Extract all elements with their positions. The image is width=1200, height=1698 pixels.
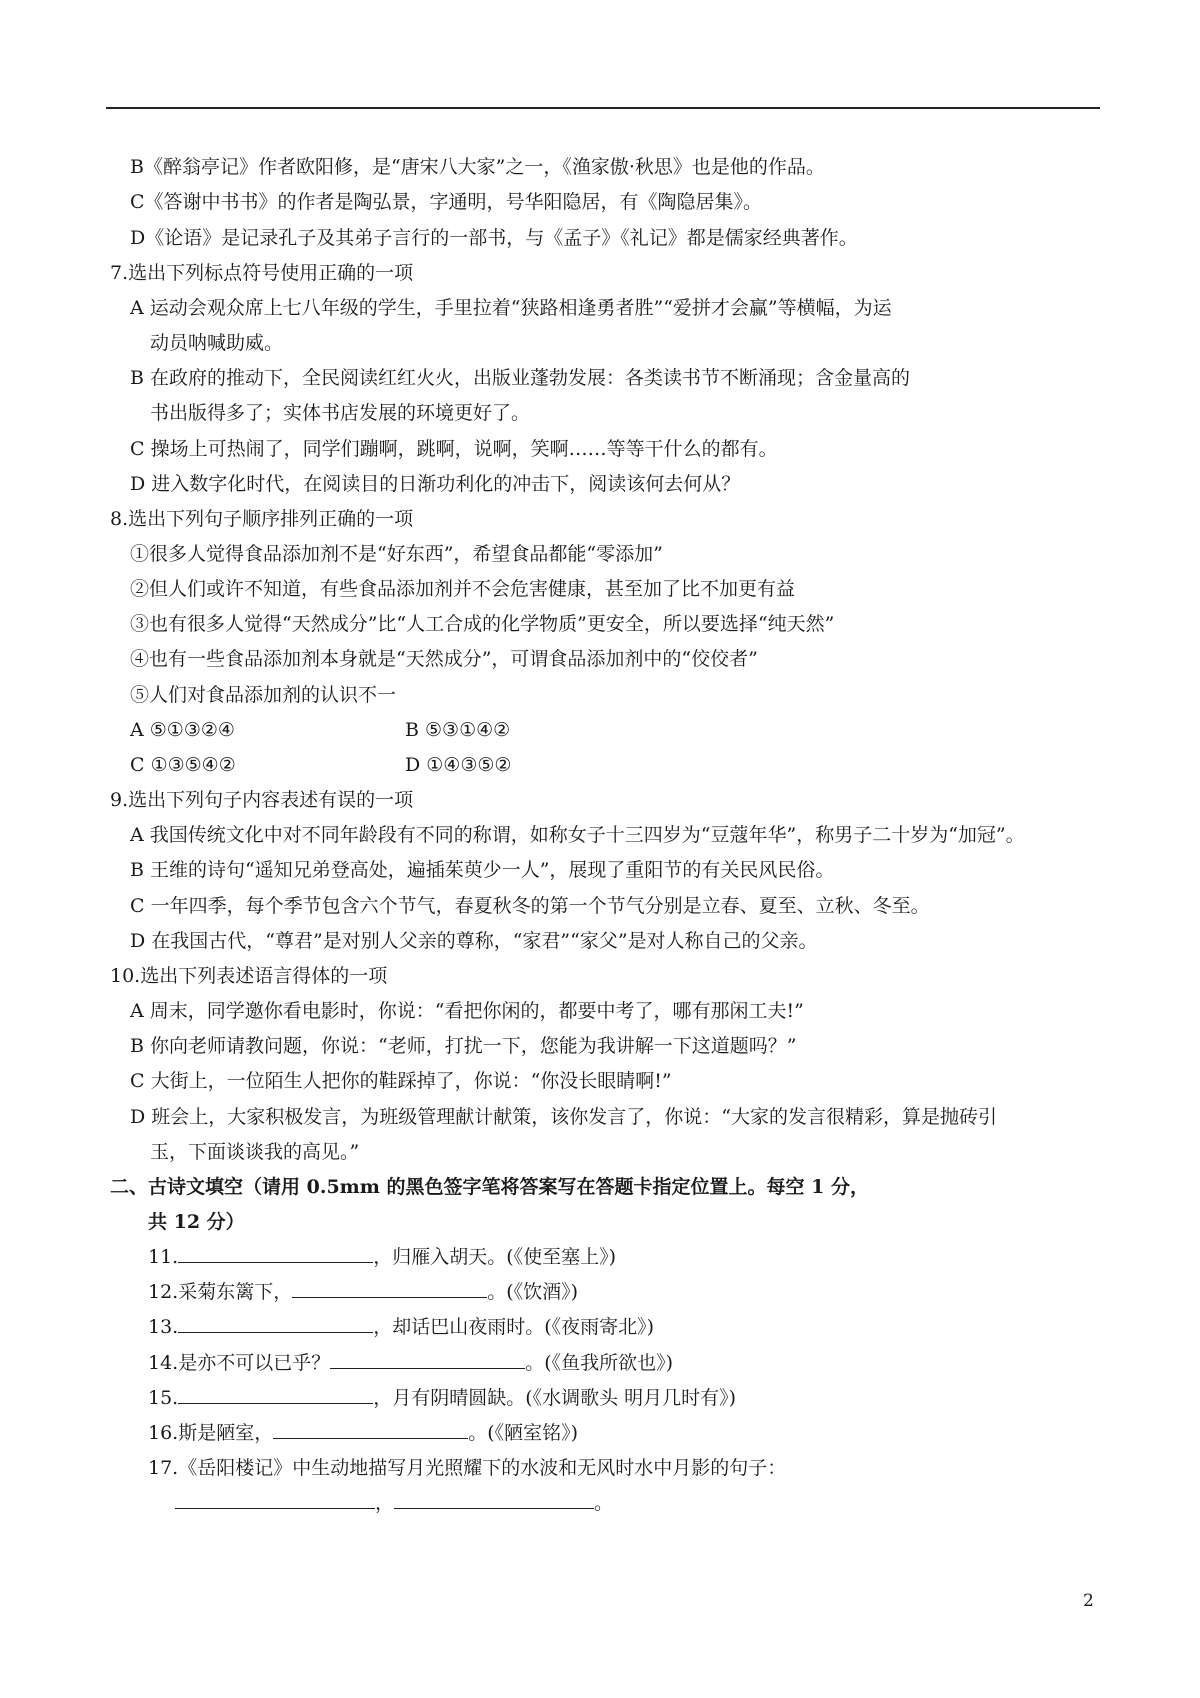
- answer-blank[interactable]: [175, 1490, 375, 1509]
- fill-prefix: 15.: [148, 1387, 179, 1409]
- fill-prefix: 14.是亦不可以已乎？: [148, 1352, 331, 1374]
- q9-option-d: D 在我国古代，“尊君”是对别人父亲的尊称，“家君”“家父”是对人称自己的父亲。: [130, 930, 818, 952]
- q7-option-b: B 在政府的推动下，全民阅读红红火火，出版业蓬勃发展：各类读书节不断涌现；含金量高的: [130, 367, 911, 389]
- answer-blank[interactable]: [178, 1244, 373, 1263]
- q8-option-d: D ①④③⑤②: [405, 754, 512, 776]
- fill-item-14: [148, 1350, 673, 1376]
- fill-item-15: [148, 1385, 736, 1411]
- fill-prefix: 13.: [148, 1316, 179, 1338]
- q9-option-b: B 王维的诗句“遥知兄弟登高处，遍插茱萸少一人”，展现了重阳节的有关民风民俗。: [130, 859, 835, 881]
- fill-item-12: [148, 1279, 578, 1305]
- answer-blank[interactable]: [394, 1490, 594, 1509]
- q10-option-c: C 大街上，一位陌生人把你的鞋踩掉了，你说：“你没长眼睛啊!”: [130, 1070, 672, 1092]
- fill-suffix: 。(《饮酒》): [487, 1281, 579, 1303]
- q8-option-c: C ①③⑤④②: [130, 754, 236, 776]
- q7-option-d: D 进入数字化时代，在阅读目的日渐功利化的冲击下，阅读该何去何从？: [130, 473, 741, 495]
- fill-item-13: [148, 1314, 654, 1340]
- q8-option-b: B ⑤③①④②: [405, 719, 511, 741]
- fill-prefix: 12.采菊东篱下，: [148, 1281, 293, 1303]
- answer-blank[interactable]: [178, 1314, 373, 1333]
- answer-blank[interactable]: [330, 1350, 525, 1369]
- fill-suffix: ，却话巴山夜雨时。(《夜雨寄北》): [373, 1316, 655, 1338]
- q7-option-a-cont: 动员呐喊助威。: [150, 332, 284, 354]
- q7-option-c: C 操场上可热闹了，同学们蹦啊，跳啊，说啊，笑啊……等等干什么的都有。: [130, 438, 778, 460]
- q7-option-a: A 运动会观众席上七八年级的学生，手里拉着“狭路相逢勇者胜”“爱拼才会赢”等横幅，为运: [130, 297, 892, 319]
- section-heading-cont: 共 12 分）: [148, 1211, 245, 1233]
- q8-sentence-5: ⑤人们对食品添加剂的认识不一: [130, 684, 397, 706]
- fill-suffix: 。(《陋室铭》): [468, 1422, 579, 1444]
- answer-blank[interactable]: [292, 1279, 487, 1298]
- q6-option-c: C《答谢中书书》的作者是陶弘景，字通明，号华阳隐居，有《陶隐居集》。: [130, 191, 763, 213]
- fill-prefix: 11.: [148, 1246, 179, 1268]
- fill-prefix: 16.斯是陋室，: [148, 1422, 274, 1444]
- q10-stem: 10.选出下列表述语言得体的一项: [110, 965, 388, 987]
- fill-item-16: [148, 1420, 578, 1446]
- q8-stem: 8.选出下列句子顺序排列正确的一项: [110, 508, 414, 530]
- q8-sentence-4: ④也有一些食品添加剂本身就是“天然成分”，可谓食品添加剂中的“佼佼者”: [130, 648, 758, 670]
- q7-stem: 7.选出下列标点符号使用正确的一项: [110, 262, 414, 284]
- q8-sentence-1: ①很多人觉得食品添加剂不是“好东西”，希望食品都能“零添加”: [130, 543, 663, 565]
- fill-item-17-answers: [175, 1490, 613, 1516]
- q9-stem: 9.选出下列句子内容表述有误的一项: [110, 789, 414, 811]
- q6-option-b: B《醉翁亭记》作者欧阳修，是“唐宋八大家”之一，《渔家傲·秋思》也是他的作品。: [130, 156, 825, 178]
- header-rule: [106, 107, 1100, 109]
- fill-suffix: ，归雁入胡天。(《使至塞上》): [373, 1246, 617, 1268]
- fill-suffix: ，月有阴晴圆缺。(《水调歌头 明月几时有》): [373, 1387, 737, 1409]
- fill-item-11: [148, 1244, 616, 1270]
- q8-option-a: A ⑤①③②④: [130, 719, 235, 741]
- answer-blank[interactable]: [273, 1420, 468, 1439]
- fill-end: 。: [594, 1492, 614, 1514]
- q6-option-d: D《论语》是记录孔子及其弟子言行的一部书，与《孟子》《礼记》都是儒家经典著作。: [130, 227, 858, 249]
- q9-option-a: A 我国传统文化中对不同年龄段有不同的称谓，如称女子十三四岁为“豆蔻年华”，称男子二十岁为“加冠”。: [130, 824, 1025, 846]
- section-heading: 二、古诗文填空（请用 0.5mm 的黑色签字笔将答案写在答题卡指定位置上。每空 1 分，: [110, 1176, 869, 1198]
- q10-option-a: A 周末，同学邀你看电影时，你说：“看把你闲的，都要中考了，哪有那闲工夫!”: [130, 1000, 804, 1022]
- q10-option-b: B 你向老师请教问题，你说：“老师，打扰一下，您能为我讲解一下这道题吗？”: [130, 1035, 797, 1057]
- q9-option-c: C 一年四季，每个季节包含六个节气，春夏秋冬的第一个节气分别是立春、夏至、立秋、冬至。: [130, 895, 930, 917]
- fill-suffix: 。(《鱼我所欲也》): [525, 1352, 674, 1374]
- q8-sentence-2: ②但人们或许不知道，有些食品添加剂并不会危害健康，甚至加了比不加更有益: [130, 578, 796, 600]
- q10-option-d-cont: 玉，下面谈谈我的高见。”: [150, 1141, 360, 1163]
- q7-option-b-cont: 书出版得多了；实体书店发展的环境更好了。: [150, 402, 531, 424]
- fill-separator: ，: [375, 1492, 395, 1514]
- page-number: 2: [1083, 1591, 1094, 1611]
- answer-blank[interactable]: [178, 1385, 373, 1404]
- q8-sentence-3: ③也有很多人觉得“天然成分”比“人工合成的化学物质”更安全，所以要选择“纯天然”: [130, 613, 835, 635]
- q10-option-d: D 班会上，大家积极发言，为班级管理献计献策，该你发言了，你说：“大家的发言很精彩，算是抛砖引: [130, 1106, 997, 1128]
- fill-item-17: 17.《岳阳楼记》中生动地描写月光照耀下的水波和无风时水中月影的句子：: [148, 1457, 787, 1479]
